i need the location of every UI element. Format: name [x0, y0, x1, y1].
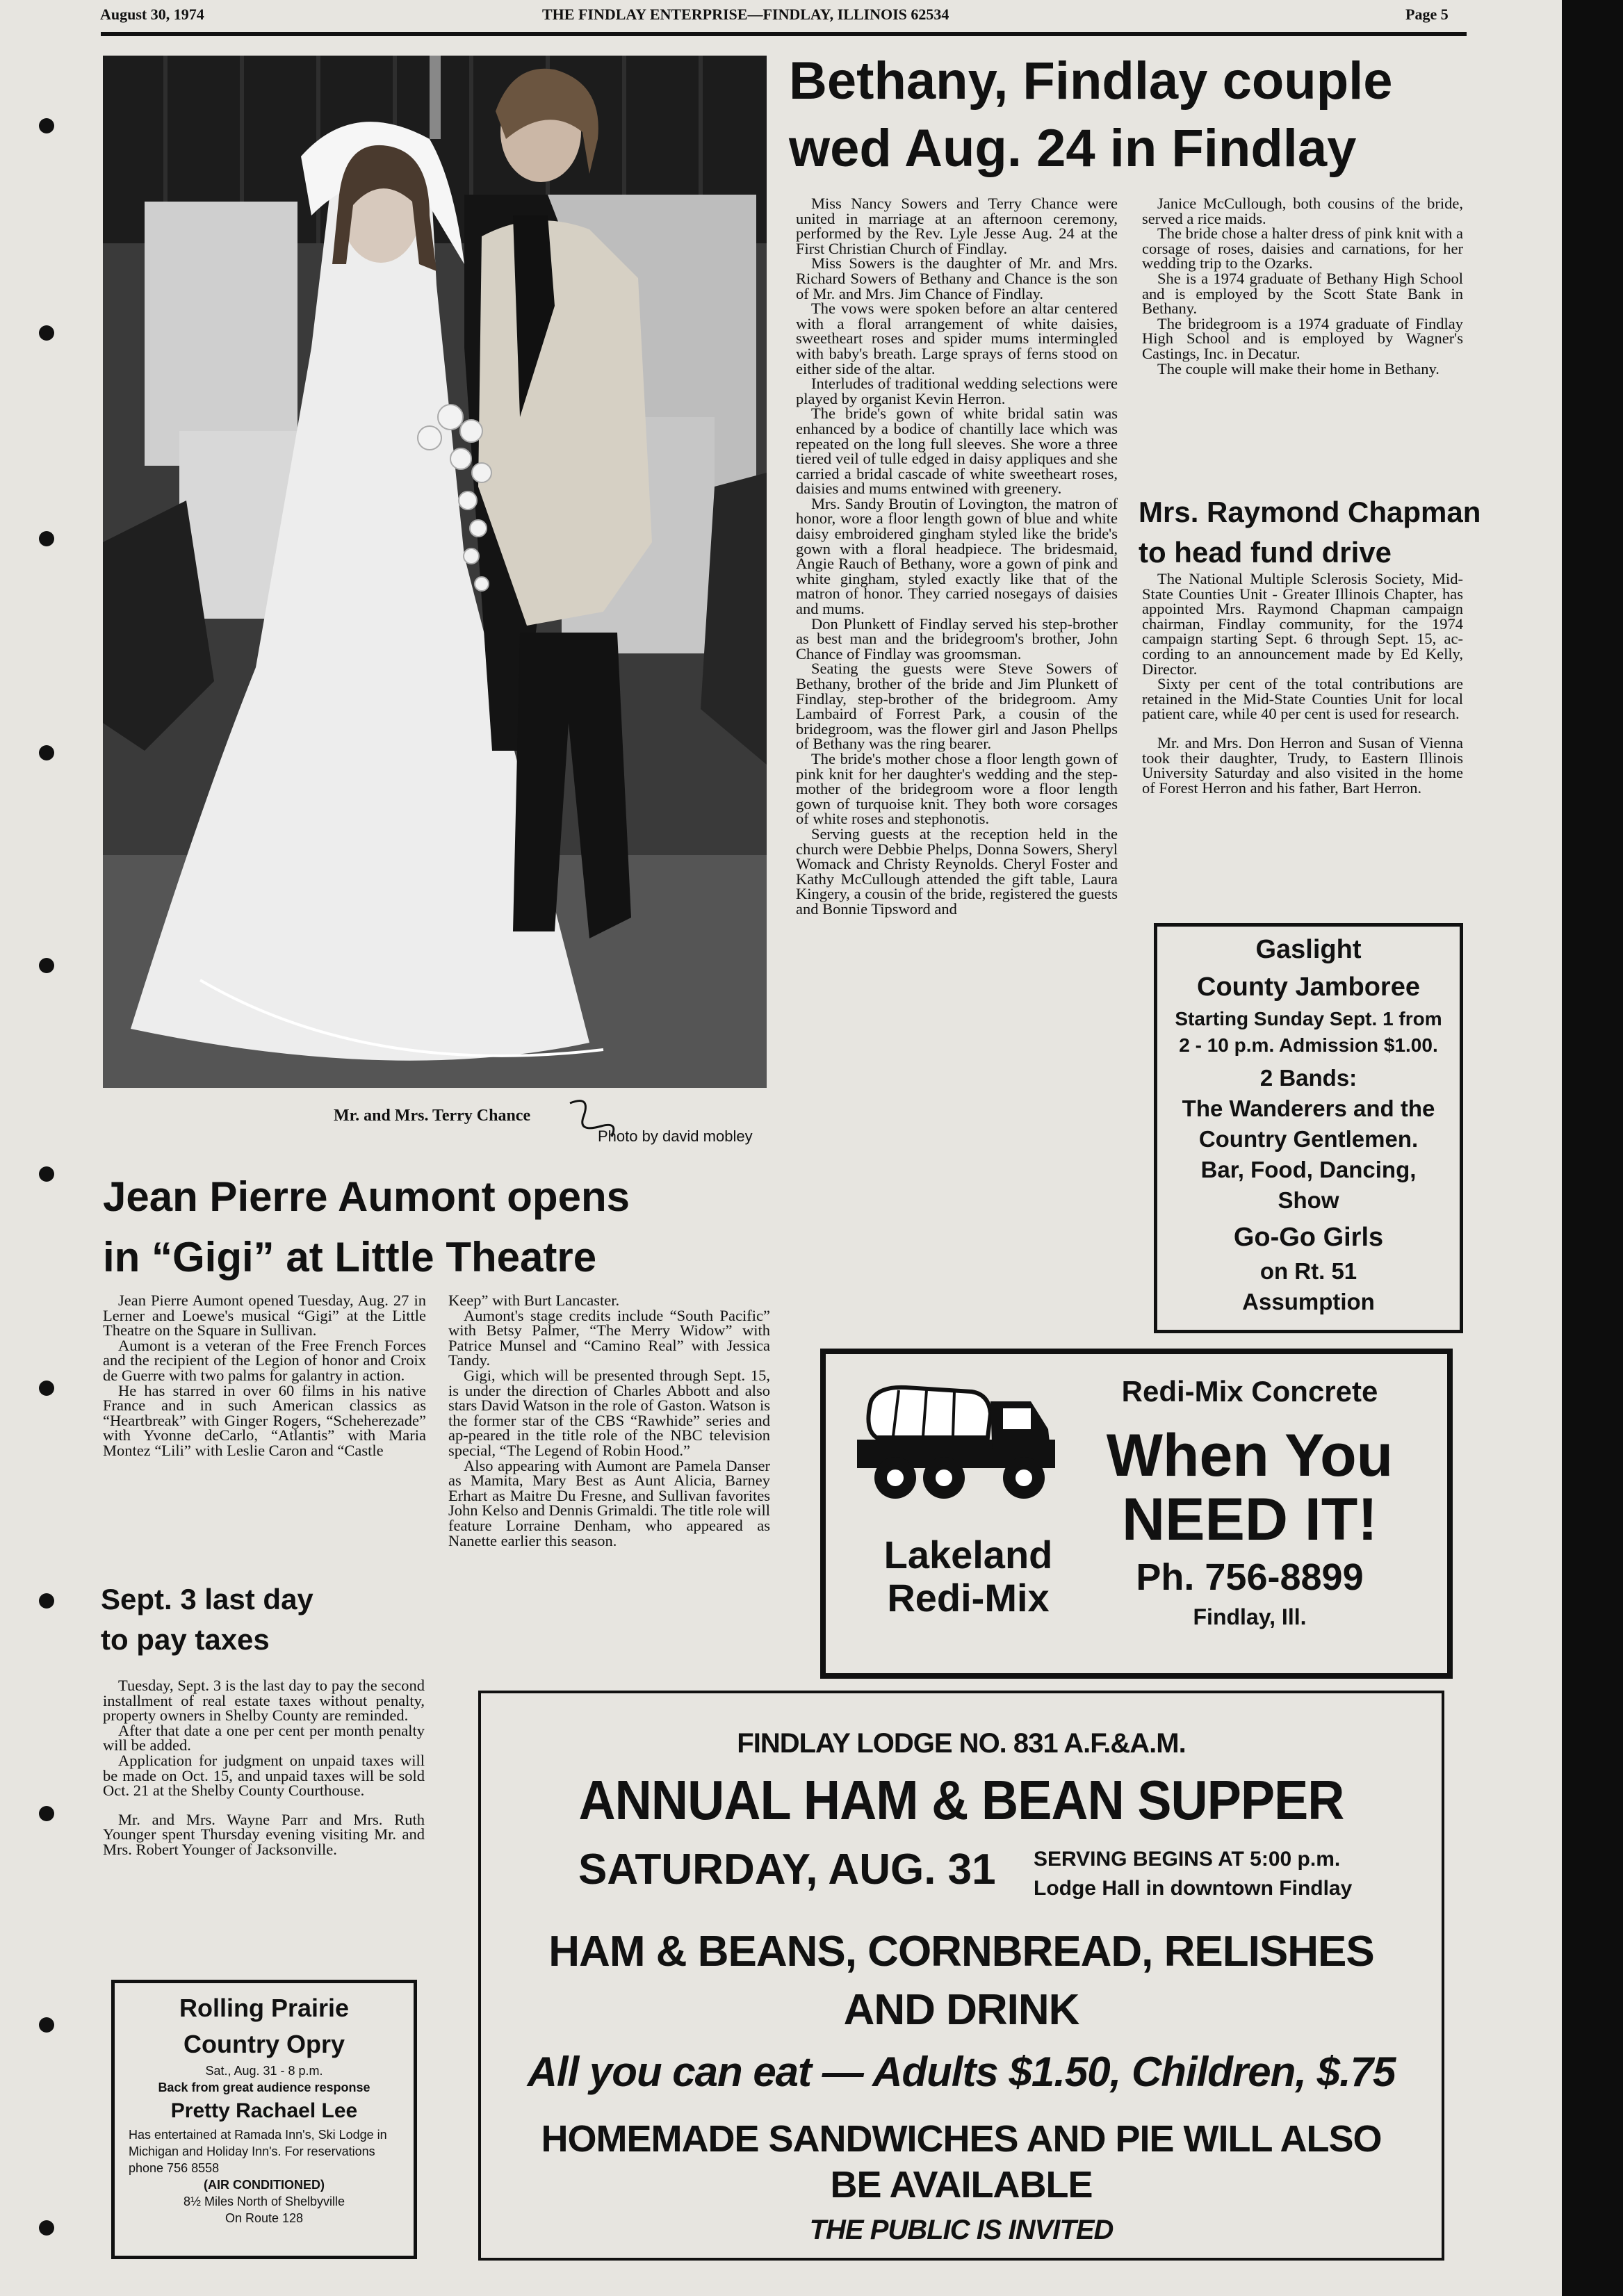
binder-hole [39, 1593, 54, 1609]
binder-hole [39, 118, 54, 133]
ad-line: Starting Sunday Sept. 1 from [1175, 1008, 1442, 1029]
page-number: Page 5 [1405, 6, 1449, 23]
taxes-paragraph: Tuesday, Sept. 3 is the last day to pay the second installment of real estate taxes without penalty, property owners in Shelby County are reminded. [103, 1677, 425, 1725]
chapman-paragraph: Sixty per cent of the total contributions are retained in the Mid-State Counties Unit for local patient care, while 40 per cent is used for research. [1142, 675, 1463, 723]
wedding-headline-line: Bethany, Findlay couple [789, 51, 1393, 111]
ad-line: Country Gentlemen. [1198, 1126, 1419, 1152]
wedding-paragraph: The bride chose a halter dress of pink knit with a corsage of roses, daisies and carnations, for her wedding trip to the Ozarks. [1142, 225, 1463, 272]
gigi-headline-line: Jean Pierre Aumont opens [103, 1173, 630, 1220]
gigi-story-column-1 [103, 1293, 426, 1458]
ad-title: Gaslight [1255, 935, 1362, 964]
taxes-paragraph: After that date a one per cent per month penalty will be added. [103, 1721, 425, 1754]
taxes-headline [101, 1579, 434, 1660]
opry-date: Sat., Aug. 31 - 8 p.m. [205, 2064, 323, 2078]
taxes-paragraph: Application for judgment on unpaid taxes will be made on Oct. 15, and unpaid taxes will be sold Oct. 21 at the Shelby County Courthouse. [103, 1751, 425, 1800]
photo-credit: Photo by david mobley [598, 1127, 753, 1145]
gigi-paragraph: Aumont's stage credits include “South Pacific” with Betsy Palmer, “The Merry Widow” with Patrice Munsel and “Camino Real” with Jessica Tandy. [448, 1306, 770, 1369]
wedding-headline-line: wed Aug. 24 in Findlay [789, 119, 1357, 179]
gigi-headline [103, 1166, 770, 1287]
issue-date: August 30, 1974 [100, 6, 204, 23]
chapman-headline-line: to head fund drive [1139, 535, 1392, 569]
menu-line: HAM & BEANS, CORNBREAD, RELISHES [548, 1928, 1374, 1976]
scan-edge [1562, 0, 1623, 2296]
redi-mix-city: Findlay, Ill. [1193, 1604, 1307, 1629]
extra-line: BE AVAILABLE [830, 2164, 1093, 2206]
ad-line: The Wanderers and the [1182, 1096, 1435, 1121]
gigi-paragraph: Keep” with Burt Lancaster. [448, 1292, 620, 1309]
wedding-paragraph: Janice McCullough, both cousins of the bride, served a rice maids. [1142, 195, 1463, 227]
wedding-paragraph: The bridegroom is a 1974 graduate of Findlay High School and is employed by Wagner's Castings, Inc. in Decatur. [1142, 314, 1463, 362]
binder-hole [39, 531, 54, 546]
herron-item: Mr. and Mrs. Don Herron and Susan of Vienna took their daughter, Trudy, to Eastern Illinois University Saturday and also visited in the home of Forest Herron and his father, Bart Herron. [1142, 733, 1463, 797]
taxes-story [103, 1678, 425, 1857]
chapman-paragraph: The National Multiple Sclerosis Society, Mid-State Counties Unit - Greater Illinois Chapter, has appointed Mrs. Raymond Chapman campaign chairman, Findlay community, for the 1974 campaign starting Sept. 6 through Sept. 15, ac-cording to an announcement made by Ed Kelly, Director. [1142, 570, 1463, 678]
ad-line: Go-Go Girls [1233, 1223, 1384, 1252]
opry-directions: 8½ Miles North of Shelbyville [183, 2195, 345, 2208]
ad-line: Bar, Food, Dancing, [1200, 1157, 1417, 1182]
masthead [97, 3, 1470, 31]
price-line: All you can eat — Adults $1.50, Children, $.75 [527, 2049, 1396, 2095]
gigi-paragraph: Aumont is a veteran of the Free French Forces and the recipient of the Legion of honor and Croix de Guerre with two palms for galantry in action. [103, 1336, 426, 1384]
company-line: Lakeland [883, 1533, 1053, 1577]
extra-line: HOMEMADE SANDWICHES AND PIE WILL ALSO [541, 2118, 1382, 2160]
opry-title: Country Opry [183, 2030, 345, 2058]
gigi-story-column-2 [448, 1293, 770, 1548]
binder-hole [39, 745, 54, 760]
wedding-paragraph: Interludes of traditional wedding selections were played by organist Kevin Herron. [796, 375, 1118, 407]
wedding-photo-illustration [103, 56, 767, 1088]
wedding-paragraph: Mrs. Sandy Broutin of Lovington, the matron of honor, wore a floor length gown of blue and white daisy embroidered gingham styled like the bride's gown with a floral headpiece. The bridesmaid, Angie Rauch of Bethany, wore a gown of pink and white gingham, styled exactly like that of the matron of honor. They carried nosegays of daisies and mums. [796, 494, 1118, 618]
ad-line: 2 Bands: [1259, 1065, 1357, 1091]
serving-info [1034, 1845, 1352, 1903]
menu-line: AND DRINK [843, 1986, 1079, 2034]
ad-line: on Rt. 51 [1259, 1258, 1357, 1284]
redi-mix-company [864, 1533, 1073, 1620]
gigi-paragraph: Jean Pierre Aumont opened Tuesday, Aug. 27 in Lerner and Loewe's musical “Gigi” at the Little Theatre on the Square in Sullivan. [103, 1292, 426, 1340]
gaslight-jamboree-ad [1154, 923, 1463, 1333]
slogan-line: NEED IT! [1122, 1486, 1378, 1553]
binder-hole [39, 1806, 54, 1821]
wedding-story-column-1 [796, 196, 1118, 917]
wedding-photo [103, 56, 767, 1088]
wedding-paragraph: The bride's gown of white bridal satin was enhanced by a bodice of chantilly lace which was repeated on the long full sleeves. She wore a three tiered veil of tulle edged in daisy appliques and she carried a bridal cascade of white sweetheart roses, daisies and mums entwined with greenery. [796, 405, 1118, 498]
chapman-story [1142, 571, 1463, 795]
binder-hole [39, 325, 54, 341]
wedding-paragraph: She is a 1974 graduate of Bethany High School and is employed by the Scott State Bank in Bethany. [1142, 269, 1463, 318]
wedding-paragraph: Seating the guests were Steve Sowers of Bethany, brother of the bride and Jim Plunkett of Findlay, step-brother of the bridegroom. Amy Lambaird of Forrest Park, a cousin of the bridegroom, was the flower girl and Jason Phellps of Bethany was the ring bearer. [796, 660, 1118, 753]
gigi-headline-line: in “Gigi” at Little Theatre [103, 1234, 597, 1280]
redi-mix-phone: Ph. 756-8899 [1136, 1556, 1364, 1598]
binder-hole [39, 2220, 54, 2236]
opry-note: Has entertained at Ramada Inn's, Ski Lodge in Michigan and Holiday Inn's. For reservations phone 756 8558 [129, 2128, 387, 2175]
wedding-story-column-2 [1142, 196, 1463, 376]
redi-mix-concrete-ad [820, 1349, 1453, 1679]
ad-title: County Jamboree [1197, 972, 1420, 1002]
serving-line: Lodge Hall in downtown Findlay [1034, 1877, 1353, 1900]
binder-hole [39, 1381, 54, 1396]
country-opry-ad [111, 1980, 417, 2259]
chapman-headline-line: Mrs. Raymond Chapman [1139, 496, 1481, 528]
binder-hole [39, 1166, 54, 1182]
slogan-line: When You [1106, 1422, 1394, 1489]
event-date: SATURDAY, AUG. 31 [578, 1846, 996, 1894]
wedding-paragraph: Don Plunkett of Findlay served his step-brother as best man and the bridegroom's brother, John Chance of Findlay was groomsman. [796, 614, 1118, 662]
taxes-headline-line: Sept. 3 last day [101, 1583, 313, 1615]
gigi-paragraph: Also appearing with Aumont are Pamela Danser as Mamita, Mary Best as Aunt Alicia, Barney Erhart as Maitre Du Fresne, and Sullivan favorites John Kelso and Dennis Grimaldi. The title role will feature Lorraine Denham, who appeared as Nanette earlier this season. [448, 1456, 770, 1549]
wedding-paragraph: Miss Sowers is the daughter of Mr. and Mrs. Richard Sowers of Bethany and Chance is the son of Mr. and Mrs. Jim Chance of Findlay. [796, 254, 1118, 302]
ham-bean-supper-ad [478, 1691, 1444, 2261]
opry-directions: On Route 128 [225, 2211, 304, 2225]
wedding-paragraph: The bride's mother chose a floor length gown of pink knit for her daughter's wedding and the step-mother of the bridegroom wore a floor length gown of turquoise knit. They both wore corsages of white roses and stephonotis. [796, 749, 1118, 828]
binder-hole [39, 958, 54, 973]
public-invite: THE PUBLIC IS INVITED [809, 2215, 1114, 2245]
ad-line: Show [1278, 1187, 1339, 1213]
wedding-paragraph: Miss Nancy Sowers and Terry Chance were united in marriage at an afternoon ceremony, performed by the Rev. Lyle Jesse Aug. 24 at the First Christian Church of Findlay. [796, 195, 1118, 257]
binder-hole [39, 2017, 54, 2033]
concrete-mixer-truck-icon [857, 1374, 1055, 1502]
masthead-rule [101, 32, 1467, 36]
redi-mix-title: Redi-Mix Concrete [1121, 1375, 1378, 1408]
gigi-paragraph: Gigi, which will be presented through Sept. 15, is under the direction of Charles Abbott and also stars David Watson in the role of Gaston. Watson is the former star of the CBS “Rawhide” series and ap-peared in the title role of the NBC television special, “The Legend of Robin Hood.” [448, 1366, 770, 1459]
lodge-name: FINDLAY LODGE NO. 831 A.F.&A.M. [737, 1728, 1186, 1759]
extra-items [481, 2116, 1442, 2208]
chapman-headline [1139, 492, 1500, 573]
parr-item: Mr. and Mrs. Wayne Parr and Mrs. Ruth Younger spent Thursday evening visiting Mr. and Mrs. Robert Younger of Jacksonville. [103, 1810, 425, 1858]
gigi-paragraph: He has starred in over 60 films in his native France and in such American classics as “Heartbreak” with Ginger Rogers, “Scheherezade” with Yvonne deCarlo, “Atlantis” with Maria Montez “Lili” with Leslie Caron and “Castle [103, 1381, 426, 1459]
taxes-headline-line: to pay taxes [101, 1622, 270, 1656]
serving-line: SERVING BEGINS AT 5:00 p.m. [1034, 1848, 1341, 1871]
redi-mix-slogan [1055, 1424, 1444, 1552]
wedding-paragraph: Serving guests at the reception held in the church were Debbie Phelps, Donna Sowers, Sheryl Womack and Christy Reynolds. Cheryl Foster and Kathy McCullough attended the gift table, Laura Kingery, a cousin of the bride, registered the guests and Bonnie Tipsword and [796, 824, 1118, 918]
event-title: ANNUAL HAM & BEAN SUPPER [578, 1769, 1344, 1831]
ad-line: Assumption [1242, 1289, 1375, 1314]
photo-caption: Mr. and Mrs. Terry Chance [334, 1107, 531, 1125]
wedding-headline [789, 47, 1484, 183]
ad-line: 2 - 10 p.m. Admission $1.00. [1179, 1034, 1438, 1056]
wedding-paragraph: The couple will make their home in Bethany. [1157, 359, 1440, 377]
menu [481, 1923, 1442, 2039]
opry-performer: Pretty Rachael Lee [170, 2099, 358, 2122]
company-line: Redi-Mix [887, 1576, 1050, 1620]
opry-ac: (AIR CONDITIONED) [204, 2178, 325, 2192]
opry-title: Rolling Prairie [179, 1994, 350, 2022]
opry-back: Back from great audience response [158, 2081, 370, 2094]
paper-name: THE FINDLAY ENTERPRISE—FINDLAY, ILLINOIS 62534 [542, 6, 949, 23]
wedding-paragraph: The vows were spoken before an altar centered with a floral arrangement of white daisies, sweetheart roses and spider mums intermingled with baby's breath. Large sprays of ferns stood on either side of the altar. [796, 300, 1118, 377]
